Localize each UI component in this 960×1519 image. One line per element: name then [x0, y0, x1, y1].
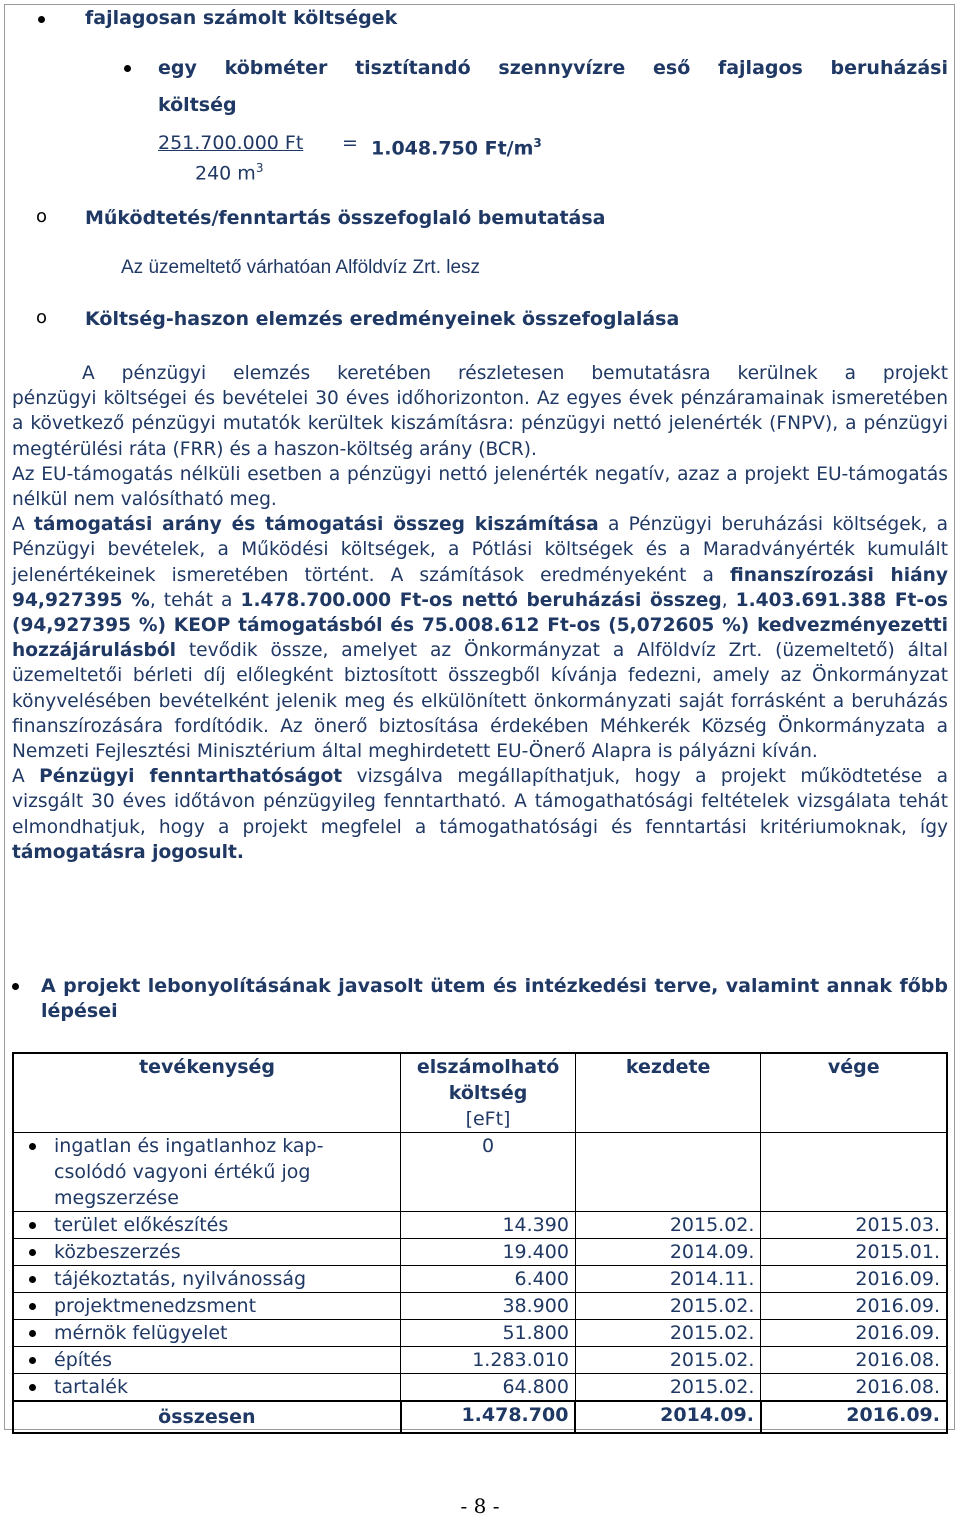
bullet-dot [124, 65, 131, 72]
header-start: kezdete [575, 1053, 761, 1133]
table-row [13, 1374, 947, 1402]
section-heading: A projekt lebonyolításának javasolt ütem és intézkedési terve, valamint annak főbb lépései [41, 975, 948, 1022]
table-row [13, 1212, 947, 1239]
table-row [13, 1320, 947, 1347]
total-label: összesen [158, 1406, 256, 1428]
cell-cost: 51.800 [401, 1320, 576, 1347]
cell-end [761, 1133, 947, 1212]
paragraph: A Pénzügyi fenntarthatóságot vizsgálva megállapíthatjuk, hogy a projekt működtetése a vizsgált 30 éves időtávon pénzügyileg fenntartható. A támogathatósági feltételek vizsgálata tehát elmondhatjuk, hogy a projekt megfelel a támogathatósági és fenntartási kritériumoknak, így támogatásra jogosult. [12, 766, 948, 863]
cell-cost: 14.390 [401, 1212, 576, 1239]
table-row [13, 1293, 947, 1320]
cell-start: 2015.02. [575, 1374, 761, 1402]
cell-start: 2014.09. [575, 1239, 761, 1266]
section-title: Működtetés/fenntartás összefoglaló bemutatása [85, 207, 606, 229]
circle-bullet: o [36, 206, 48, 227]
list-item: egy köbméter tisztítandó szennyvízre eső fajlagos beruházási [158, 57, 948, 79]
cell-end: 2016.08. [761, 1347, 947, 1374]
cell-start [575, 1133, 761, 1212]
list-item-cont: költség [158, 94, 237, 116]
total-end: 2016.09. [761, 1401, 947, 1433]
cell-activity: terület előkészítés [13, 1212, 401, 1239]
cell-cost: 0 [401, 1133, 576, 1212]
circle-bullet: o [36, 307, 48, 328]
formula-denominator: 240 $m^3$ [195, 161, 264, 185]
formula-result: 1.048.750 $Ft/m^3$ [371, 136, 542, 160]
paragraph: A pénzügyi elemzés keretében részletesen bemutatásra kerülnek a projekt [82, 363, 948, 384]
bullet-dot [12, 983, 19, 990]
table-header-row [13, 1053, 947, 1133]
paragraph: pénzügyi költségei és bevételei 30 éves időhorizonton. Az egyes évek pénzáramainak ismeretében a következő pénzügyi mutatók kerültek kiszámításra: pénzügyi nettó jelenérték (FNPV), a pénzügyi megtérülési ráta (FRR) és a haszon-költség arány (BCR). [12, 388, 948, 460]
body-text [12, 361, 948, 865]
cell-start: 2015.02. [575, 1212, 761, 1239]
table-row [13, 1266, 947, 1293]
formula-numerator: 251.700.000 Ft [158, 132, 304, 154]
cell-activity: közbeszerzés [13, 1239, 401, 1266]
header-activity: tevékenység [139, 1056, 276, 1078]
table-row [13, 1347, 947, 1374]
cell-activity: építés [13, 1347, 401, 1374]
cell-cost: 6.400 [401, 1266, 576, 1293]
table-row [13, 1239, 947, 1266]
table-total-row [13, 1401, 947, 1433]
table-row [13, 1133, 947, 1212]
cell-start: 2015.02. [575, 1320, 761, 1347]
header-cost: elszámolható költség [eFt] [401, 1053, 576, 1133]
cell-activity: projektmenedzsment [13, 1293, 401, 1320]
paragraph: A támogatási arány és támogatási összeg kiszámítása a Pénzügyi beruházási költségek, a Pénzügyi bevételek, a Működési költségek, a Pótlási költségek és a Maradványérték kumulált jelenértékeinek ismeretében történt. A számítások eredményeként a finanszírozási hiány 94,927395 %, tehát a 1.478.700.000 Ft-os nettó beruházási összeg, 1.403.691.388 Ft-os (94,927395 %) KEOP támogatásból és 75.008.612 Ft-os (5,072605 %) kedvezményezetti hozzájárulásból tevődik össze, amelyet az Önkormányzat a Alföldvíz Zrt. (üzemeltető) által üzemeltetői bérleti díj előlegként biztosított összegből kívánja fedezni, amely az Önkormányzat könyvelésében bevételként jelenik meg és elkülönített önkormányzati saját forrásként a beruházás finanszírozására fordítódik. Az önerő biztosítása érdekében Méhkerék Község Önkormányzata a Nemzeti Fejlesztési Minisztérium által meghirdetett EU-Önerő Alapra is pályázni kíván. [12, 514, 948, 763]
paragraph: Az EU-támogatás nélküli esetben a pénzügyi nettó jelenérték negatív, azaz a projekt EU-támogatás nélkül nem valósítható meg. [12, 463, 948, 511]
section-title: Költség-haszon elemzés eredményeinek összefoglalása [85, 308, 680, 330]
cell-activity: tartalék [13, 1374, 401, 1402]
total-start: 2014.09. [575, 1401, 761, 1433]
cell-activity: tájékoztatás, nyilvánosság [13, 1266, 401, 1293]
cell-cost: 64.800 [401, 1374, 576, 1402]
cell-end: 2015.01. [761, 1239, 947, 1266]
cell-end: 2016.09. [761, 1320, 947, 1347]
section-text: Az üzemeltető várhatóan Alföldvíz Zrt. lesz [121, 257, 481, 278]
cell-cost: 38.900 [401, 1293, 576, 1320]
cell-end: 2016.09. [761, 1266, 947, 1293]
cell-start: 2015.02. [575, 1293, 761, 1320]
cell-end: 2015.03. [761, 1212, 947, 1239]
cell-cost: 1.283.010 [401, 1347, 576, 1374]
cell-start: 2014.11. [575, 1266, 761, 1293]
page-number: - 8 - [460, 1494, 500, 1518]
cell-cost: 19.400 [401, 1239, 576, 1266]
cell-end: 2016.08. [761, 1374, 947, 1402]
header-end: vége [761, 1053, 947, 1133]
cell-activity: mérnök felügyelet [13, 1320, 401, 1347]
activity-table [12, 1052, 948, 1434]
list-item: fajlagosan számolt költségek [85, 7, 398, 29]
formula-equals: = [342, 132, 358, 154]
cell-activity: ingatlan és ingatlanhoz kap-csolódó vagyoni értékű jog megszerzése [13, 1133, 401, 1212]
cell-start: 2015.02. [575, 1347, 761, 1374]
total-cost: 1.478.700 [401, 1401, 576, 1433]
cell-end: 2016.09. [761, 1293, 947, 1320]
bullet-dot [38, 16, 45, 23]
